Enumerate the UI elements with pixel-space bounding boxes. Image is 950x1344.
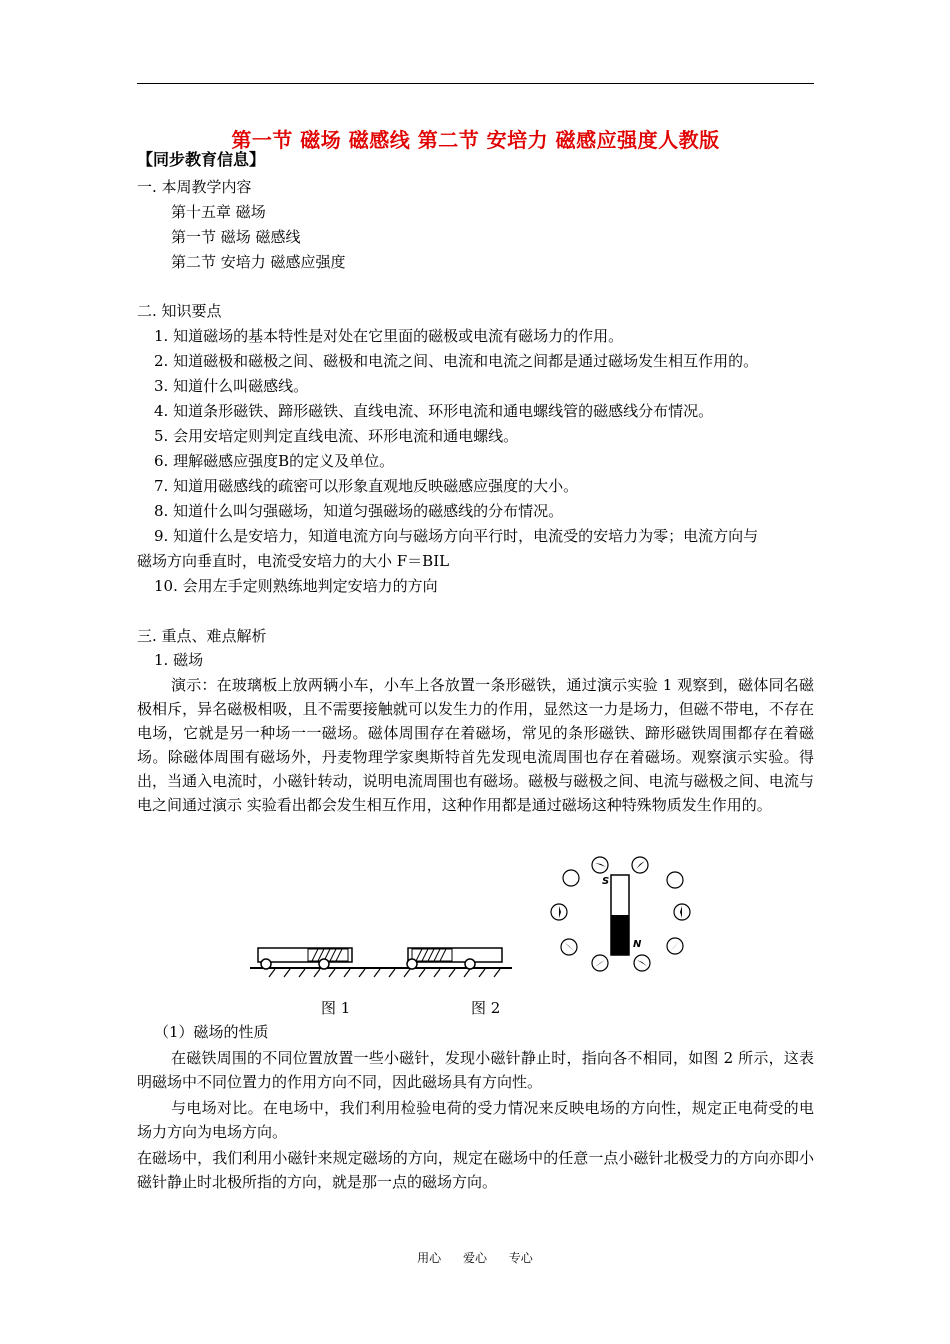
s1-item: 第一节 磁场 磁感线 [171, 228, 301, 246]
figure-1-caption: 图 1 [321, 999, 351, 1017]
knowledge-point: 9. 知道什么是安培力，知道电流方向与磁场方向平行时，电流受的安培力为零；电流方向与 [154, 527, 759, 545]
section-header: 【同步教育信息】 [137, 150, 266, 169]
property-heading: （1）磁场的性质 [154, 1023, 269, 1041]
figure-2-caption: 图 2 [471, 999, 501, 1017]
knowledge-point: 1. 知道磁场的基本特性是对处在它里面的磁极或电流有磁场力的作用。 [154, 327, 624, 345]
s3-heading: 三. 重点、难点解析 [137, 627, 267, 645]
knowledge-point-continued: 磁场方向垂直时，电流受安培力的大小 F＝BIL [137, 552, 450, 570]
knowledge-point: 8. 知道什么叫匀强磁场，知道匀强磁场的磁感线的分布情况。 [154, 502, 564, 520]
s1-item: 第二节 安培力 磁感应强度 [171, 253, 346, 271]
demo-paragraph: 演示：在玻璃板上放两辆小车，小车上各放置一条形磁铁，通过演示实验 1 观察到，磁体同名磁极相斥，异名磁极相吸，且不需要接触就可以发生力的作用，显然这一力是场力，但磁不带电，不存在电场，它就是另一种场一一磁场。磁体周围存在着磁场，常见的条形磁铁、蹄形磁铁周围都存在着磁场。除磁体周围有磁场外，丹麦物理学家奥斯特首先发现电流周围也存在着磁场。观察演示实验。得出，当通入电流时，小磁针转动，说明电流周围也有磁场。磁极与磁极之间、电流与磁极之间、电流与电之间通过演示 实验看出都会发生相互作用，这种作用都是通过磁场这种特殊物质发生作用的。 [137, 676, 814, 814]
knowledge-point: 4. 知道条形磁铁、蹄形磁铁、直线电流、环形电流和通电螺线管的磁感线分布情况。 [154, 402, 714, 420]
direction-paragraph: 在磁场中，我们利用小磁针来规定磁场的方向，规定在磁场中的任意一点小磁针北极受力的方向亦即小磁针静止时北极所指的方向，就是那一点的磁场方向。 [137, 1149, 814, 1191]
knowledge-point: 5. 会用安培定则判定直线电流、环形电流和通电螺线。 [154, 427, 519, 445]
property-paragraph: 在磁铁周围的不同位置放置一些小磁针，发现小磁针静止时，指向各不相同，如图 2 所示，这表明磁场中不同位置力的作用方向不同，因此磁场具有方向性。 [137, 1049, 814, 1091]
knowledge-point: 3. 知道什么叫磁感线。 [154, 377, 309, 395]
page-footer: 用心 爱心 专心 [417, 1251, 533, 1265]
knowledge-point: 6. 理解磁感应强度B的定义及单位。 [154, 452, 395, 470]
knowledge-point: 10. 会用左手定则熟练地判定安培力的方向 [154, 577, 438, 595]
page-title: 第一节 磁场 磁感线 第二节 安培力 磁感应强度人教版 [231, 128, 720, 152]
s1-heading: 一. 本周教学内容 [137, 178, 252, 196]
figure-2-magnet-compasses [545, 850, 695, 978]
comparison-paragraph: 与电场对比。在电场中，我们利用检验电荷的受力情况来反映电场的方向性，规定正电荷受的电场力方向为电场方向。 [137, 1099, 814, 1141]
knowledge-point: 7. 知道用磁感线的疏密可以形象直观地反映磁感应强度的大小。 [154, 477, 579, 495]
knowledge-point: 2. 知道磁极和磁极之间、磁极和电流之间、电流和电流之间都是通过磁场发生相互作用的。 [154, 352, 759, 370]
s1-item: 第十五章 磁场 [171, 203, 266, 221]
figure-1-carts [250, 938, 512, 980]
north-pole-label: N [633, 939, 642, 950]
subheading-magnetic-field: 1. 磁场 [154, 651, 204, 669]
header-rule [137, 83, 814, 84]
south-pole-label: S [602, 876, 610, 887]
s2-heading: 二. 知识要点 [137, 302, 222, 320]
